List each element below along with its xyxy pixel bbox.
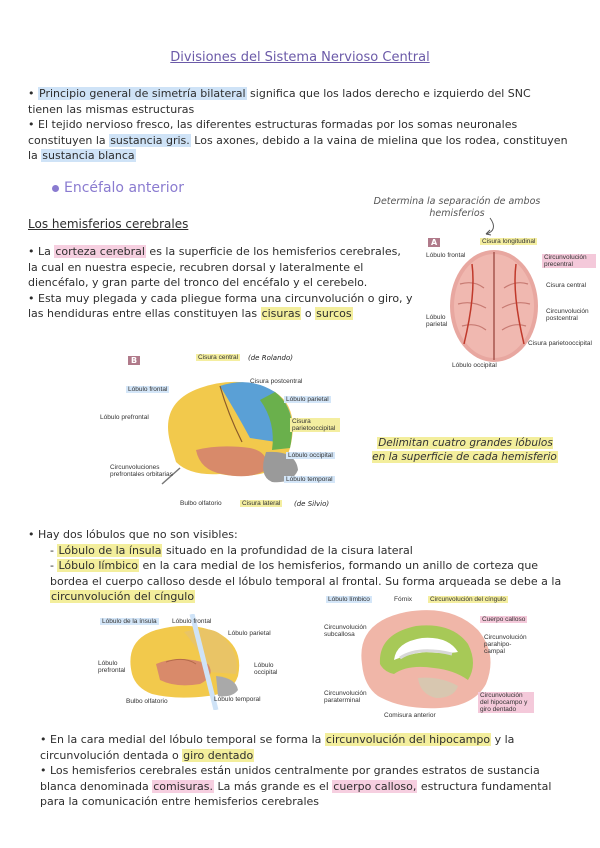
note-delimitan-text: Delimitan cuatro grandes lóbulos en la superficie de cada hemisferio: [372, 437, 557, 463]
label-hipocampo-d: Circunvolución del hipocampo y giro dentado: [478, 692, 534, 713]
note-rolando: (de Rolando): [248, 354, 293, 362]
closing-bullet-2: • Los hemisferios cerebrales están unidos centralmente por grandes estratos de sustancia blanca denominada comisuras. La más grande es el cuerpo calloso, estructura fundamental para la comunicación entre hemisferios cerebrales: [40, 764, 552, 808]
b2-text-a: Esta muy plegada y cada pliegue forma una circunvolución o giro, y las hendiduras entre ellas constituyen las: [28, 291, 413, 320]
label-cisura-central-b: Cisura central: [198, 354, 239, 361]
label-occipital-c: Lóbulo occipital: [254, 662, 278, 676]
figure-a: [424, 234, 594, 370]
item-limbico: - Lóbulo límbico en la cara medial de los hemisferios, formando un anillo de corteza que bordea el cuerpo calloso desde el lóbulo temporal al frontal. Su forma arqueada se debe a la circunvolución del cíngulo: [50, 559, 562, 603]
label-insula-c: Lóbulo de la ínsula: [102, 618, 157, 625]
label-cisura-central-a: Cisura central: [546, 282, 587, 289]
label-cingulo-d: Circunvolución del cíngulo: [430, 596, 506, 603]
lobulos-intro: • Hay dos lóbulos que no son visibles:: [28, 528, 238, 541]
highlight-cingulo: circunvolución del cíngulo: [51, 590, 195, 603]
label-lobulo-prefrontal-b: Lóbulo prefrontal: [100, 414, 149, 421]
label-cisura-parietooccipital-a: Cisura parietooccipital: [528, 340, 592, 347]
c2-text-c: estructura fundamental para la comunicación entre hemisferios cerebrales: [40, 779, 552, 808]
lobulos-intro-text: Hay dos lóbulos que no son visibles:: [38, 528, 238, 541]
note-separacion: Determina la separación de ambos hemisferios: [373, 196, 541, 219]
c1-text-a: En la cara medial del lóbulo temporal se forma la: [50, 733, 325, 746]
label-temporal-c: Lóbulo temporal: [214, 696, 261, 703]
bullet-dot-icon: [52, 185, 59, 192]
highlight-limbico: Lóbulo límbico: [58, 559, 139, 572]
hemisferios-bullet-2: • Esta muy plegada y cada pliegue forma una circunvolución o giro, y las hendiduras entre ellas constituyen las cisuras o surcos: [28, 291, 413, 320]
label-parietal-c: Lóbulo parietal: [228, 630, 271, 637]
intro-p2-text-b: Los axones, debido a la vaina de mielina que los rodea, constituyen la: [28, 133, 568, 162]
figure-a-letter: A: [428, 238, 440, 247]
highlight-corteza: corteza cerebral: [55, 245, 145, 258]
subheading-hemisferios: Los hemisferios cerebrales: [28, 217, 189, 231]
intro-p1-text: significa que los lados derecho e izquierdo del SNC tienen las mismas estructuras: [28, 87, 531, 116]
highlight-simetria: Principio general de simetría bilateral: [39, 87, 246, 100]
highlight-surcos: surcos: [316, 307, 352, 320]
insula-text: situado en la profundidad de la cisura lateral: [162, 543, 413, 557]
c2-text-a: Los hemisferios cerebrales están unidos centralmente por grandes estratos de sustancia blanca denominada: [40, 764, 540, 793]
highlight-sustancia-blanca: sustancia blanca: [42, 149, 135, 162]
hemisferios-text: [28, 244, 414, 322]
item-insula: - Lóbulo de la ínsula situado en la profundidad de la cisura lateral: [50, 543, 413, 557]
highlight-cisuras: cisuras: [261, 307, 301, 320]
note-arrow-icon: [460, 216, 500, 236]
label-circ-prefrontales-orbitarias: Circunvoluciones prefrontales orbitarias: [110, 464, 173, 478]
highlight-comisuras: comisuras.: [153, 779, 213, 793]
label-frontal-c: Lóbulo frontal: [172, 618, 212, 625]
label-lobulo-frontal-a: Lóbulo frontal: [426, 252, 466, 259]
highlight-insula: Lóbulo de la ínsula: [58, 543, 162, 557]
page-title: Divisiones del Sistema Nervioso Central: [170, 50, 430, 65]
section-heading-text: Encéfalo anterior: [64, 180, 184, 196]
label-fornix-d: Fórnix: [394, 596, 413, 603]
label-prefrontal-c: Lóbulo prefrontal: [98, 660, 126, 674]
label-cisura-longitudinal: Cisura longitudinal: [482, 238, 536, 245]
figure-d: [322, 594, 532, 722]
label-lobulo-occipital-a: Lóbulo occipital: [452, 362, 497, 369]
intro-bullet-2: • El tejido nervioso fresco, las diferentes estructuras formadas por los somas neuronales constituyen la sustancia gris. Los axones, debido a la vaina de mielina que los rodea, constituyen la sustancia blanca: [28, 118, 568, 162]
hemisferios-bullet-1: • La corteza cerebral es la superficie de los hemisferios cerebrales, la cual en nuestra especie, recubren dorsal y lateralmente el diencéfalo, y gran parte del tronco del encéfalo y el cerebelo.: [28, 245, 401, 289]
label-circ-postcentral-a: Circunvolución postcentral: [546, 308, 589, 322]
b1-text-b: es la superficie de los hemisferios cerebrales, la cual en nuestra especie, recubren dorsal y lateralmente el diencéfalo, y gran parte del tronco del encéfalo y el cerebelo.: [28, 245, 401, 289]
highlight-hipocampo: circunvolución del hipocampo: [325, 733, 491, 746]
c1-text-b: y la circunvolución dentada o: [40, 733, 515, 762]
label-bulbo-olfatorio-b: Bulbo olfatorio: [180, 500, 222, 507]
brain-lateral-view-illustration: [100, 352, 370, 514]
c2-text-b: La más grande es el: [213, 779, 333, 793]
label-paraterminal-d: Circunvolución paraterminal: [324, 690, 367, 704]
label-comisura-d: Comisura anterior: [384, 712, 436, 719]
intro-text: [28, 86, 568, 164]
lobulos-no-visibles: [28, 527, 576, 605]
label-cisura-parietooccipital-b: Cisura parietooccipital: [290, 418, 340, 432]
label-limbico-d: Lóbulo límbico: [328, 596, 370, 603]
closing-bullet-1: • En la cara medial del lóbulo temporal se forma la circunvolución del hipocampo y la circunvolución dentada o giro dentado: [40, 733, 515, 762]
label-lobulo-parietal-b: Lóbulo parietal: [286, 396, 329, 403]
highlight-cuerpo-calloso: cuerpo calloso,: [333, 779, 417, 793]
figure-b: [100, 352, 370, 514]
intro-bullet-1: • Principio general de simetría bilateral significa que los lados derecho e izquierdo del SNC tienen las mismas estructuras: [28, 87, 531, 116]
label-subcallosa-d: Circunvolución subcallosa: [324, 624, 367, 638]
label-lobulo-temporal-b: Lóbulo temporal: [286, 476, 333, 483]
label-circ-precentral-a: Circunvolución precentral: [542, 254, 596, 268]
section-heading-encefalo: [52, 180, 184, 196]
limbico-text: en la cara medial de los hemisferios, formando un anillo de corteza que bordea el cuerpo calloso desde el lóbulo temporal al frontal. Su forma arqueada se debe a la: [50, 559, 562, 588]
label-lobulo-occipital-b: Lóbulo occipital: [288, 452, 333, 459]
label-lobulo-parietal-a: Lóbulo parietal: [426, 314, 448, 328]
intro-p2-text-a: El tejido nervioso fresco, las diferentes estructuras formadas por los somas neuronales constituyen la: [28, 118, 518, 147]
label-parahipocampal-d: Circunvolución parahipo-campal: [484, 634, 527, 655]
label-cisura-postcentral-b: Cisura postcentral: [250, 378, 303, 385]
label-bulbo-c: Bulbo olfatorio: [126, 698, 168, 705]
figure-b-letter: B: [128, 356, 140, 365]
closing-text: [40, 732, 560, 810]
figure-c: [96, 614, 284, 710]
note-delimitan-lobulos: [372, 436, 558, 464]
highlight-giro-dentado: giro dentado: [183, 748, 254, 762]
note-silvio: (de Silvio): [294, 500, 330, 508]
label-calloso-d: Cuerpo calloso: [482, 616, 526, 623]
label-lobulo-frontal-b: Lóbulo frontal: [128, 386, 168, 393]
b2-text-b: o: [301, 307, 316, 320]
b1-text-a: La: [38, 245, 55, 258]
highlight-sustancia-gris: sustancia gris.: [110, 133, 190, 147]
label-cisura-lateral-b: Cisura lateral: [242, 500, 281, 507]
